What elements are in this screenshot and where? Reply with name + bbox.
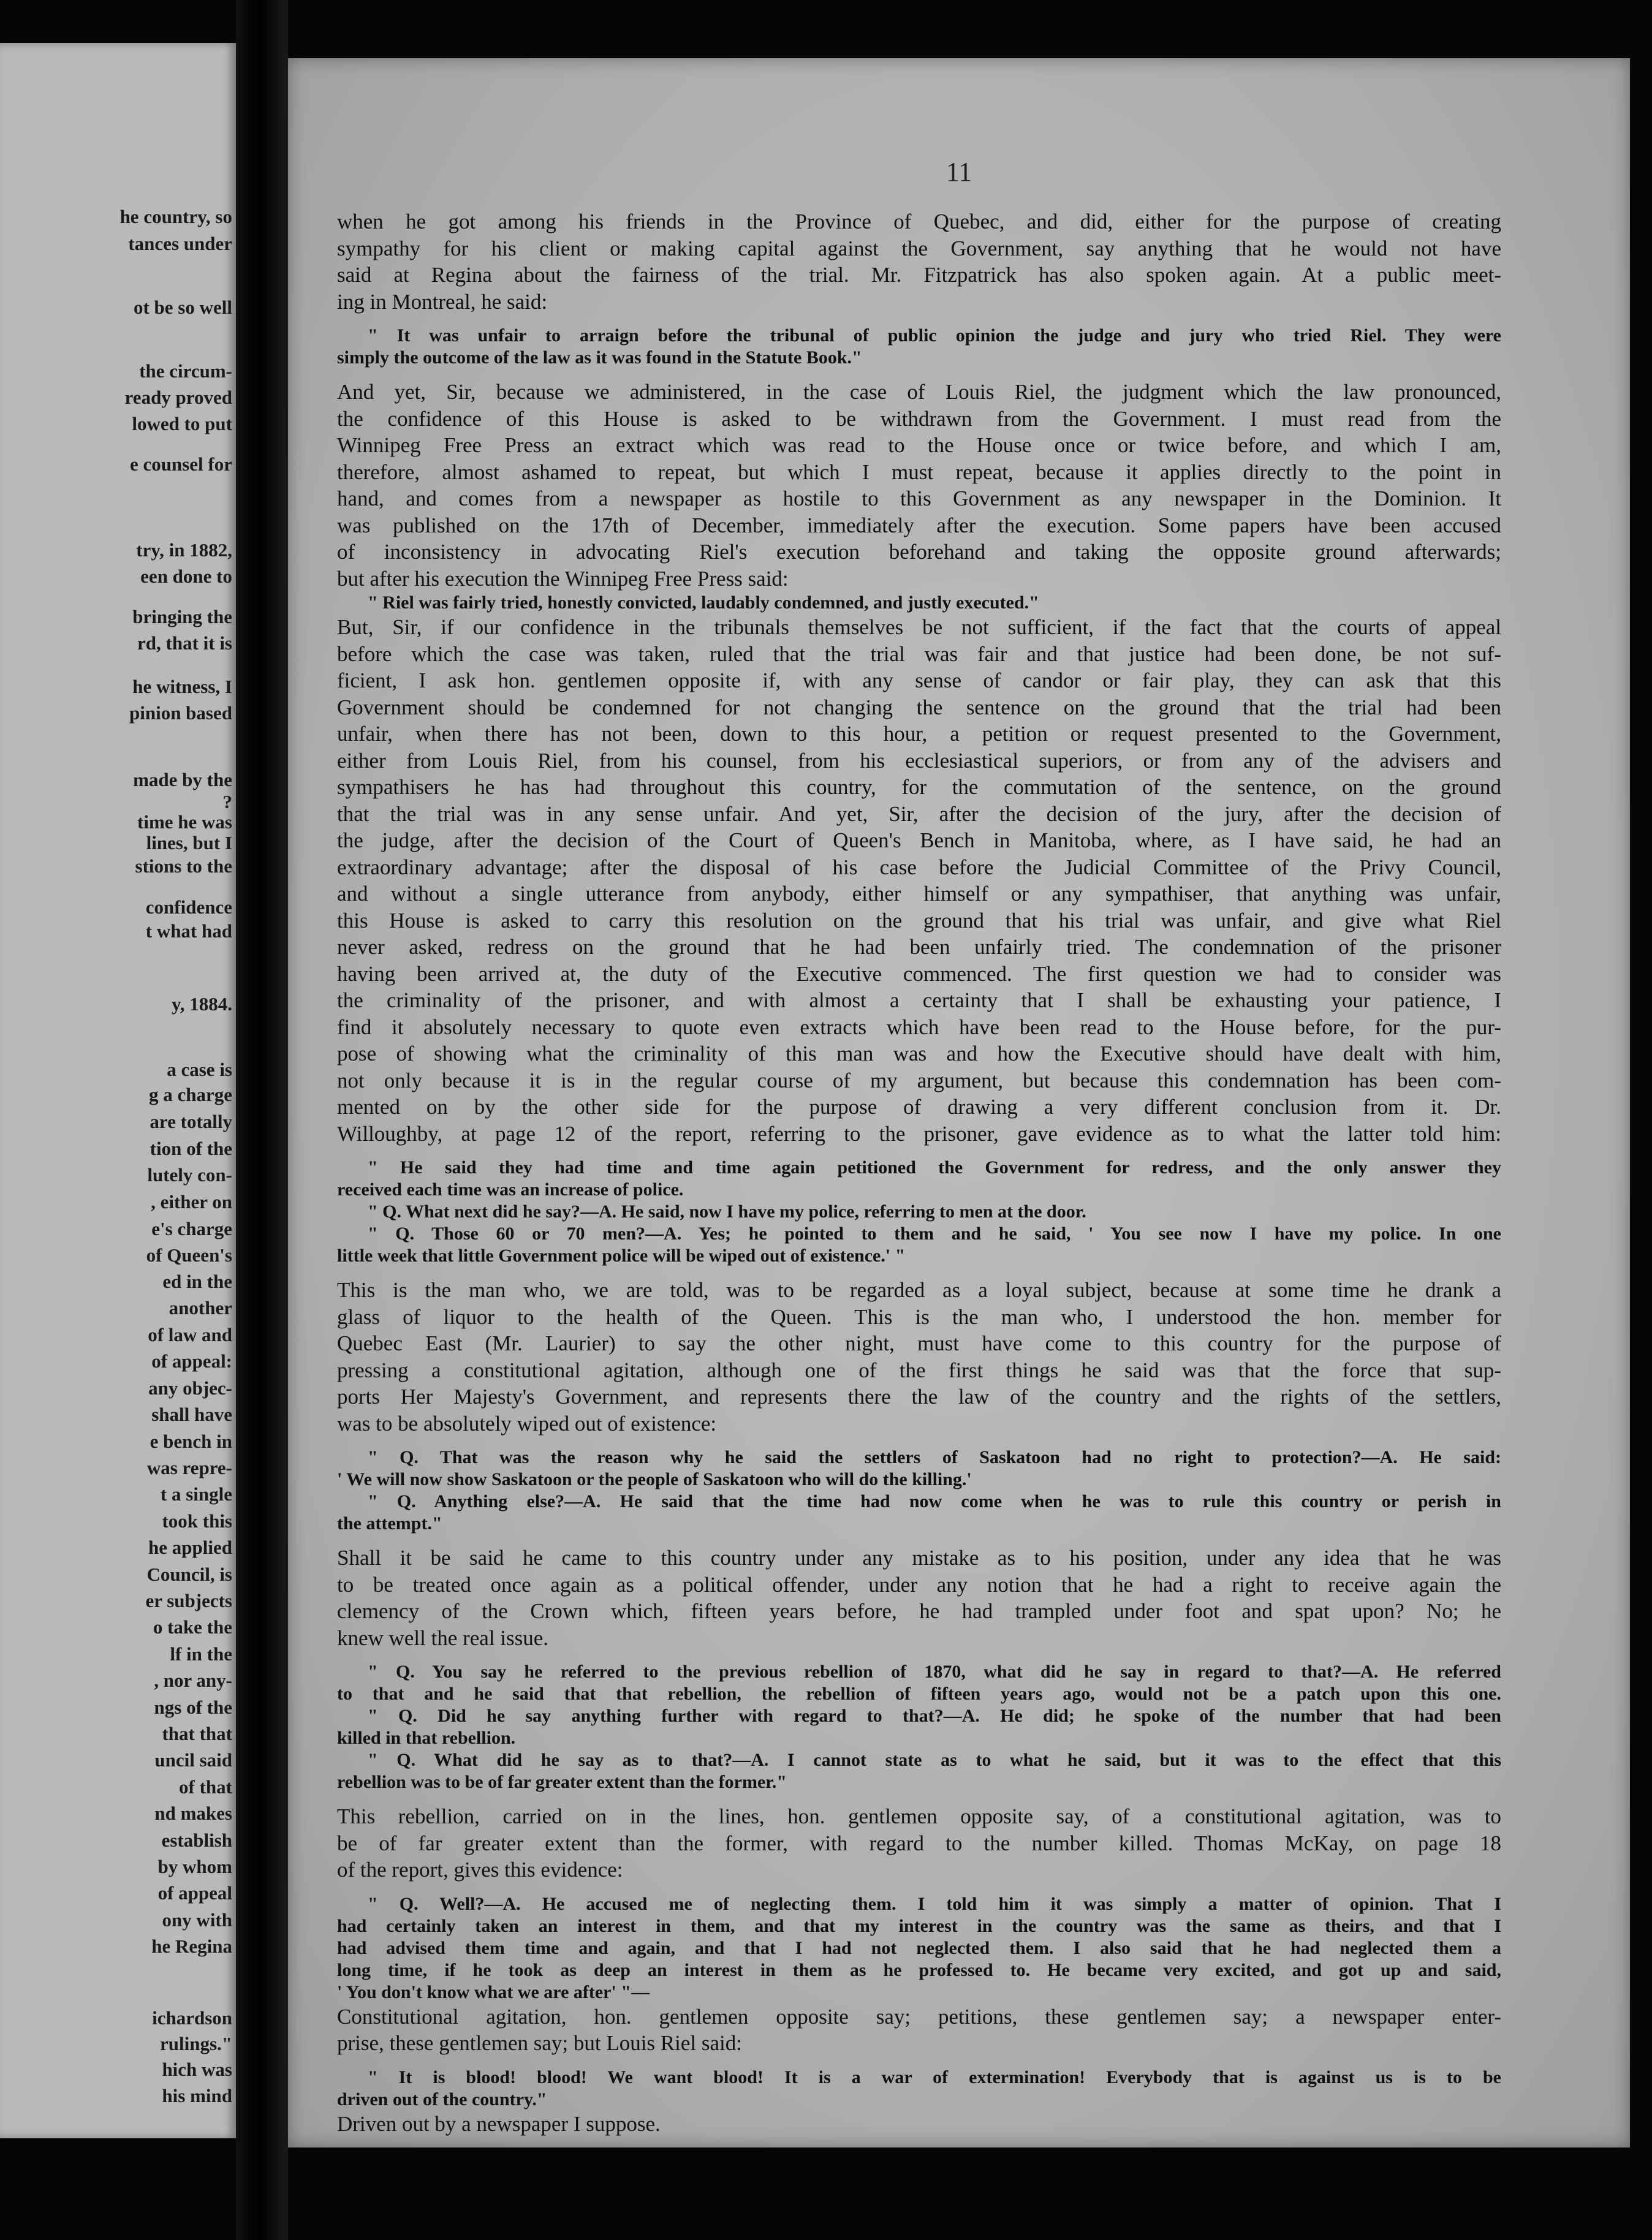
text-line: the criminality of the prisoner, and with almost a certainty that I shall be exhausting your patience, I: [337, 988, 1501, 1012]
book-gutter: [236, 0, 288, 2240]
quote-line: " Q. Anything else?—A. He said that the time had now come when he was to rule this country or perish in: [368, 1491, 1501, 1512]
quote-line: " It was unfair to arraign before the tribunal of public opinion the judge and jury who tried Riel. They were: [368, 325, 1501, 346]
text-line: find it absolutely necessary to quote even extracts which have been read to the House before, for the pur-: [337, 1015, 1501, 1039]
quote-line: had advised them time and again, and that I had not neglected them. I also said that he had neglected them a: [337, 1937, 1501, 1958]
left-fragment: lutely con-: [147, 1164, 232, 1186]
left-fragment: pinion based: [129, 702, 232, 724]
left-fragment: lines, but I: [146, 832, 232, 853]
text-line: Shall it be said he came to this country under any mistake as to his position, under any idea that he was: [337, 1546, 1501, 1570]
left-fragment: bringing the: [132, 606, 232, 627]
left-fragment: nd makes: [154, 1803, 232, 1824]
text-line: was to be absolutely wiped out of existence:: [337, 1411, 717, 1436]
text-line: ports Her Majesty's Government, and represents there the law of the country and the rights of the settlers,: [337, 1385, 1501, 1409]
quote-line: had certainly taken an interest in them, and that my interest in the country was the same as theirs, and that I: [337, 1915, 1501, 1936]
text-line: And yet, Sir, because we administered, in the case of Louis Riel, the judgment which the law pronounced,: [337, 380, 1501, 404]
left-fragment: Council, is: [146, 1564, 232, 1585]
text-line: said at Regina about the fairness of the trial. Mr. Fitzpatrick has also spoken again. At a public meet-: [337, 263, 1501, 287]
left-fragment: hich was: [162, 2059, 232, 2080]
quote-line: " Q. That was the reason why he said the settlers of Saskatoon had no right to protection?—A. He said:: [368, 1447, 1501, 1467]
text-line: hand, and comes from a newspaper as hostile to this Government as any newspaper in the Dominion. It: [337, 486, 1501, 510]
left-fragment: his mind: [162, 2085, 232, 2106]
left-fragment: uncil said: [154, 1749, 232, 1771]
left-fragment: een done to: [140, 566, 232, 587]
quote-line: ' We will now show Saskatoon or the people of Saskatoon who will do the killing.': [337, 1469, 972, 1489]
left-fragment: he applied: [148, 1537, 232, 1558]
left-fragment: a case is: [167, 1059, 232, 1080]
quote-line: to that and he said that that rebellion, the rebellion of fifteen years ago, would not be a patch upon this one.: [337, 1684, 1501, 1704]
left-fragment: establish: [161, 1829, 232, 1851]
text-line: prise, these gentlemen say; but Louis Riel said:: [337, 2031, 742, 2055]
left-fragment: took this: [162, 1510, 232, 1532]
left-fragment: , either on: [151, 1191, 232, 1213]
quote-line: little week that little Government police will be wiped out of existence.' ": [337, 1246, 906, 1266]
left-fragment: , nor any-: [154, 1670, 232, 1691]
quote-line: " Q. Did he say anything further with regard to that?—A. He did; he spoke of the number that had been: [368, 1706, 1501, 1726]
text-line: ing in Montreal, he said:: [337, 289, 548, 314]
left-fragment: ichardson: [152, 2007, 232, 2029]
text-line: never asked, redress on the ground that he had been unfairly tried. The condemnation of the prisoner: [337, 935, 1501, 959]
text-line: extraordinary advantage; after the disposal of his case before the Judicial Committee of the Privy Council,: [337, 855, 1501, 879]
quote-line: " Riel was fairly tried, honestly convicted, laudably condemned, and justly executed.": [368, 592, 1039, 613]
page-body: [337, 208, 1501, 2137]
left-fragment: time he was: [137, 811, 232, 833]
left-fragment: of that: [179, 1776, 232, 1798]
left-fragment: y, 1884.: [171, 993, 232, 1015]
text-line: sympathisers he has had throughout this country, for the commutation of the sentence, on the ground: [337, 775, 1501, 799]
left-fragment: o take the: [153, 1616, 232, 1638]
left-fragment: ed in the: [162, 1271, 232, 1292]
left-fragment: rd, that it is: [137, 632, 232, 654]
page-number: 11: [945, 157, 972, 187]
left-fragment: lf in the: [170, 1643, 232, 1665]
quote-line: the attempt.": [337, 1513, 442, 1534]
quote-line: long time, if he took as deep an interest in them as he professed to. He became very excited, and got up and said,: [337, 1959, 1501, 1980]
left-fragment: of Queen's: [146, 1244, 232, 1266]
text-line: that the trial was in any sense unfair. And yet, Sir, after the decision of the jury, after the decision of: [337, 801, 1501, 826]
text-line: either from Louis Riel, from his counsel, from his ecclesiastical superiors, or from any of the advisers and: [337, 748, 1501, 773]
left-fragment: rulings.": [160, 2033, 232, 2054]
text-line: Constitutional agitation, hon. gentlemen opposite say; petitions, these gentlemen say; a newspaper enter-: [337, 2004, 1501, 2029]
text-line: knew well the real issue.: [337, 1625, 549, 1650]
text-line: sympathy for his client or making capital against the Government, say anything that he would not have: [337, 236, 1501, 260]
document-page: [288, 58, 1630, 2147]
text-line: But, Sir, if our confidence in the tribunals themselves be not sufficient, if the fact that the courts of appeal: [337, 615, 1501, 639]
text-line: but after his execution the Winnipeg Free Press said:: [337, 566, 789, 591]
left-fragment: he witness, I: [132, 676, 232, 697]
quote-line: driven out of the country.": [337, 2089, 547, 2109]
text-line: the judge, after the decision of the Court of Queen's Bench in Manitoba, where, as I have said, he had an: [337, 828, 1501, 852]
text-line: This rebellion, carried on in the lines, hon. gentlemen opposite say, of a constitutional agitation, was to: [337, 1804, 1501, 1828]
facing-page-left: [0, 43, 236, 2138]
left-fragment: tion of the: [150, 1138, 232, 1159]
text-line: to be treated once again as a political offender, under any notion that he had a right to receive again the: [337, 1572, 1501, 1597]
quote-line: simply the outcome of the law as it was found in the Statute Book.": [337, 347, 862, 368]
left-fragment: stions to the: [135, 855, 232, 877]
text-line: glass of liquor to the health of the Queen. This is the man who, I understood the hon. member for: [337, 1304, 1501, 1329]
quote-line: " Q. What did he say as to that?—A. I cannot state as to what he said, but it was to the effect that this: [368, 1750, 1501, 1770]
left-fragment: confidence: [145, 896, 232, 918]
text-line: Government should be condemned for not changing the sentence on the ground that the trial had been: [337, 695, 1501, 719]
left-fragment: he Regina: [151, 1935, 232, 1957]
left-fragment: e's charge: [151, 1218, 232, 1239]
left-fragment: any objec-: [148, 1377, 232, 1399]
text-line: Quebec East (Mr. Laurier) to say the other night, must have come to this country for the purpose of: [337, 1331, 1501, 1355]
left-fragment: was repre-: [146, 1457, 232, 1478]
left-fragment: of appeal:: [151, 1350, 232, 1372]
text-line: Driven out by a newspaper I suppose.: [337, 2111, 661, 2136]
text-line: Willoughby, at page 12 of the report, referring to the prisoner, gave evidence as to what the latter told him:: [337, 1121, 1501, 1146]
quote-line: " Q. What next did he say?—A. He said, now I have my police, referring to men at the door.: [368, 1201, 1086, 1222]
text-line: pose of showing what the criminality of this man was and how the Executive should have dealt with him,: [337, 1042, 1501, 1065]
text-line: was published on the 17th of December, immediately after the execution. Some papers have been accused: [337, 513, 1501, 537]
text-line: This is the man who, we are told, was to be regarded as a loyal subject, because at some time he drank a: [337, 1278, 1501, 1302]
quote-line: " Q. Those 60 or 70 men?—A. Yes; he pointed to them and he said, ' You see now I have my police. In one: [368, 1224, 1501, 1244]
left-fragment: t what had: [145, 920, 232, 942]
text-line: this House is asked to carry this resolution on the ground that his trial was unfair, and give what Riel: [337, 908, 1501, 933]
text-line: the confidence of this House is asked to be withdrawn from the Government. I must read from the: [337, 406, 1501, 431]
left-fragment: ot be so well: [133, 297, 232, 318]
text-line: and without a single utterance from anybody, either himself or any sympathiser, that anything was unfair,: [337, 882, 1501, 906]
left-fragment: try, in 1882,: [136, 539, 232, 561]
quote-line: " It is blood! blood! We want blood! It is a war of extermination! Everybody that is against us is to be: [368, 2067, 1501, 2087]
text-line: pressing a constitutional agitation, although one of the first things he said was that the force that sup-: [337, 1358, 1501, 1382]
left-fragment: by whom: [157, 1856, 232, 1877]
left-fragment: tances under: [128, 233, 232, 254]
text-line: therefore, almost ashamed to repeat, but which I must repeat, because it applies directly to the point in: [337, 460, 1501, 484]
text-line: unfair, when there has not been, down to this hour, a petition or request presented to the Government,: [337, 722, 1501, 746]
text-line: mented on by the other side for the purpose of drawing a very different conclusion from it. Dr.: [337, 1095, 1501, 1119]
left-fragment: another: [169, 1297, 232, 1319]
quote-line: rebellion was to be of far greater extent than the former.": [337, 1772, 787, 1792]
left-fragment: made by the: [133, 769, 232, 790]
left-fragment: he country, so: [119, 206, 232, 227]
left-fragment: ony with: [162, 1909, 232, 1931]
quote-line: " Q. You say he referred to the previous rebellion of 1870, what did he say in regard to that?—A. He referred: [368, 1662, 1501, 1682]
left-fragment: of law and: [148, 1324, 232, 1345]
left-fragment: of appeal: [157, 1882, 232, 1904]
text-line: when he got among his friends in the Province of Quebec, and did, either for the purpose of creating: [337, 210, 1501, 233]
quote-line: received each time was an increase of police.: [337, 1179, 684, 1200]
quote-line: killed in that rebellion.: [337, 1728, 516, 1748]
text-line: having been arrived at, the duty of the Executive commenced. The first question we had to consider was: [337, 961, 1501, 986]
quote-line: " He said they had time and time again petitioned the Government for redress, and the only answer they: [368, 1157, 1501, 1178]
left-fragment: ngs of the: [154, 1697, 232, 1718]
left-fragment: the circum-: [139, 360, 232, 382]
left-fragment: that that: [162, 1723, 232, 1744]
text-line: ficient, I ask hon. gentlemen opposite if, with any sense of candor or fair play, they can ask that this: [337, 668, 1501, 692]
text-line: be of far greater extent than the former, with regard to the number killed. Thomas McKay, on page 18: [337, 1831, 1501, 1855]
text-line: clemency of the Crown which, fifteen years before, he had trampled under foot and spat upon? No; he: [337, 1599, 1501, 1623]
left-fragment: are totally: [150, 1111, 232, 1132]
left-fragment: ready proved: [124, 387, 232, 408]
left-fragment: t a single: [160, 1483, 232, 1505]
text-line: Winnipeg Free Press an extract which was read to the House once or twice before, and which I am,: [337, 433, 1501, 457]
left-fragment: er subjects: [145, 1590, 232, 1611]
text-line: of inconsistency in advocating Riel's execution beforehand and taking the opposite ground afterwards;: [337, 540, 1501, 564]
left-fragment: e bench in: [150, 1431, 232, 1452]
left-fragment: lowed to put: [132, 413, 232, 434]
text-line: before which the case was taken, ruled that the trial was fair and that justice had been done, be not suf-: [337, 641, 1501, 666]
left-fragment: ?: [222, 791, 232, 812]
text-line: of the report, gives this evidence:: [337, 1858, 623, 1882]
quote-line: " Q. Well?—A. He accused me of neglecting them. I told him it was simply a matter of opinion. That I: [368, 1893, 1501, 1914]
quote-line: ' You don't know what we are after' "—: [337, 1981, 650, 2002]
text-line: not only because it is in the regular course of my argument, but because this condemnation has been com-: [337, 1068, 1501, 1092]
left-fragment: shall have: [151, 1404, 232, 1425]
left-fragment: e counsel for: [129, 453, 232, 475]
left-fragment: g a charge: [148, 1084, 232, 1105]
